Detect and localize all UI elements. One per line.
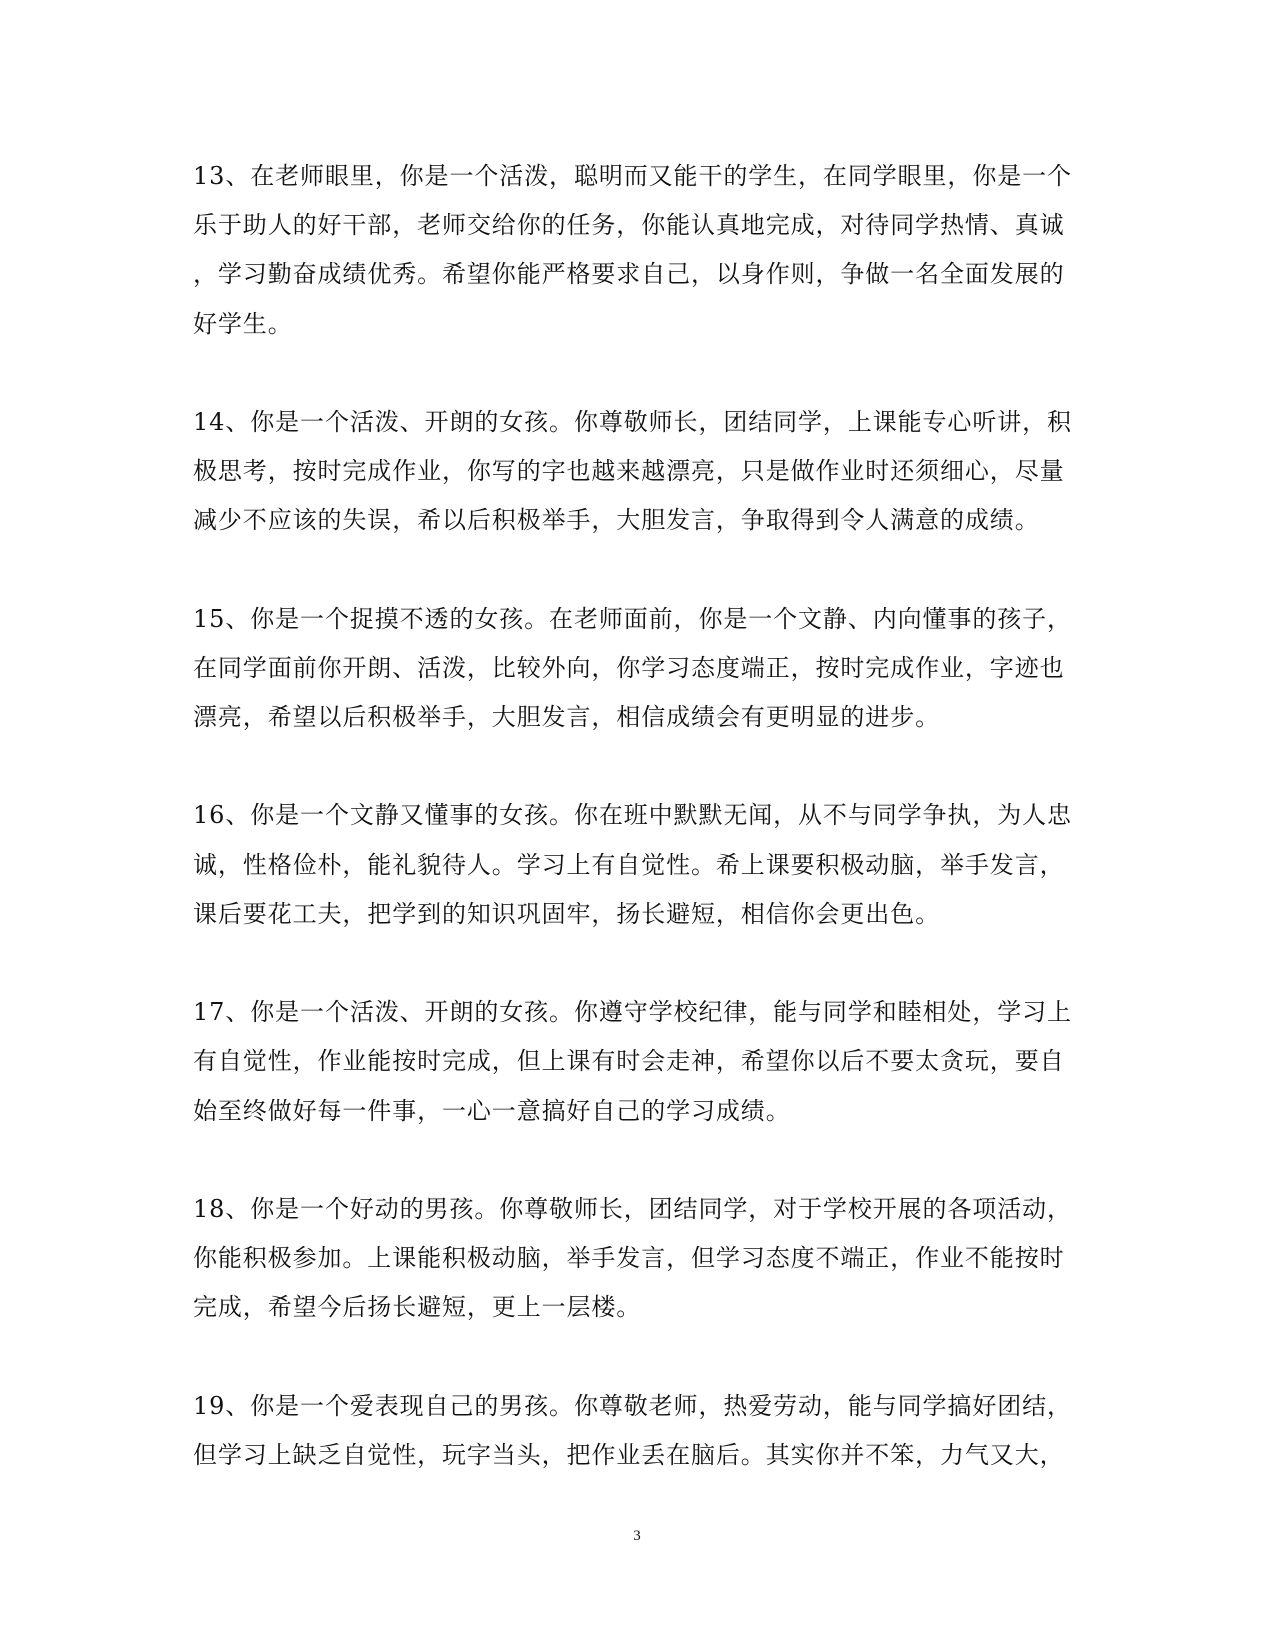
- paragraph-gap: [193, 939, 1073, 988]
- paragraph-18: [193, 1185, 1073, 1333]
- paragraph-gap: [193, 742, 1073, 791]
- body-text: [193, 152, 1073, 1480]
- paragraph-line: 15、你是一个捉摸不透的女孩。在老师面前，你是一个文静、内向懂事的孩子，: [193, 604, 1072, 633]
- paragraph-17: [193, 988, 1073, 1136]
- paragraph-gap: [193, 546, 1073, 595]
- paragraph-line: 有自觉性，作业能按时完成，但上课有时会走神，希望你以后不要太贪玩，要自: [193, 1047, 1065, 1076]
- paragraph-19: [193, 1382, 1073, 1480]
- paragraph-line: ，学习勤奋成绩优秀。希望你能严格要求自己，以身作则，争做一名全面发展的: [193, 260, 1065, 289]
- paragraph-line: 诚，性格俭朴，能礼貌待人。学习上有自觉性。希上课要积极动脑，举手发言，: [193, 850, 1065, 879]
- paragraph-14: [193, 398, 1073, 546]
- paragraph-line: 你能积极参加。上课能积极动脑，举手发言，但学习态度不端正，作业不能按时: [193, 1244, 1065, 1273]
- paragraph-line: 乐于助人的好干部，老师交给你的任务，你能认真地完成，对待同学热情、真诚: [193, 211, 1065, 240]
- paragraph-line: 极思考，按时完成作业，你写的字也越来越漂亮，只是做作业时还须细心，尽量: [193, 457, 1065, 486]
- paragraph-15: [193, 595, 1073, 743]
- paragraph-line: 18、你是一个好动的男孩。你尊敬师长，团结同学，对于学校开展的各项活动，: [193, 1194, 1072, 1223]
- paragraph-line: 14、你是一个活泼、开朗的女孩。你尊敬师长，团结同学，上课能专心听讲，积: [193, 407, 1072, 436]
- paragraph-line: 在同学面前你开朗、活泼，比较外向，你学习态度端正，按时完成作业，字迹也: [193, 653, 1065, 682]
- paragraph-gap: [193, 1333, 1073, 1382]
- paragraph-line: 漂亮，希望以后积极举手，大胆发言，相信成绩会有更明显的进步。: [193, 703, 940, 732]
- paragraph-line: 17、你是一个活泼、开朗的女孩。你遵守学校纪律，能与同学和睦相处，学习上: [193, 998, 1072, 1027]
- paragraph-gap: [193, 1136, 1073, 1185]
- paragraph-line: 始至终做好每一件事，一心一意搞好自己的学习成绩。: [193, 1096, 791, 1125]
- paragraph-13: [193, 152, 1073, 349]
- paragraph-line: 课后要花工夫，把学到的知识巩固牢，扬长避短，相信你会更出色。: [193, 899, 940, 928]
- paragraph-line: 减少不应该的失误，希以后积极举手，大胆发言，争取得到令人满意的成绩。: [193, 506, 1040, 535]
- paragraph-line: 16、你是一个文静又懂事的女孩。你在班中默默无闻，从不与同学争执，为人忠: [193, 801, 1072, 830]
- paragraph-gap: [193, 349, 1073, 398]
- paragraph-line: 但学习上缺乏自觉性，玩字当头，把作业丢在脑后。其实你并不笨，力气又大，: [193, 1440, 1065, 1469]
- paragraph-16: [193, 791, 1073, 939]
- paragraph-line: 好学生。: [193, 309, 293, 338]
- paragraph-line: 完成，希望今后扬长避短，更上一层楼。: [193, 1293, 642, 1322]
- paragraph-line: 13、在老师眼里，你是一个活泼，聪明而又能干的学生，在同学眼里，你是一个: [193, 162, 1072, 190]
- page-number: 3: [633, 1528, 641, 1544]
- paragraph-line: 19、你是一个爱表现自己的男孩。你尊敬老师，热爱劳动，能与同学搞好团结，: [193, 1391, 1072, 1420]
